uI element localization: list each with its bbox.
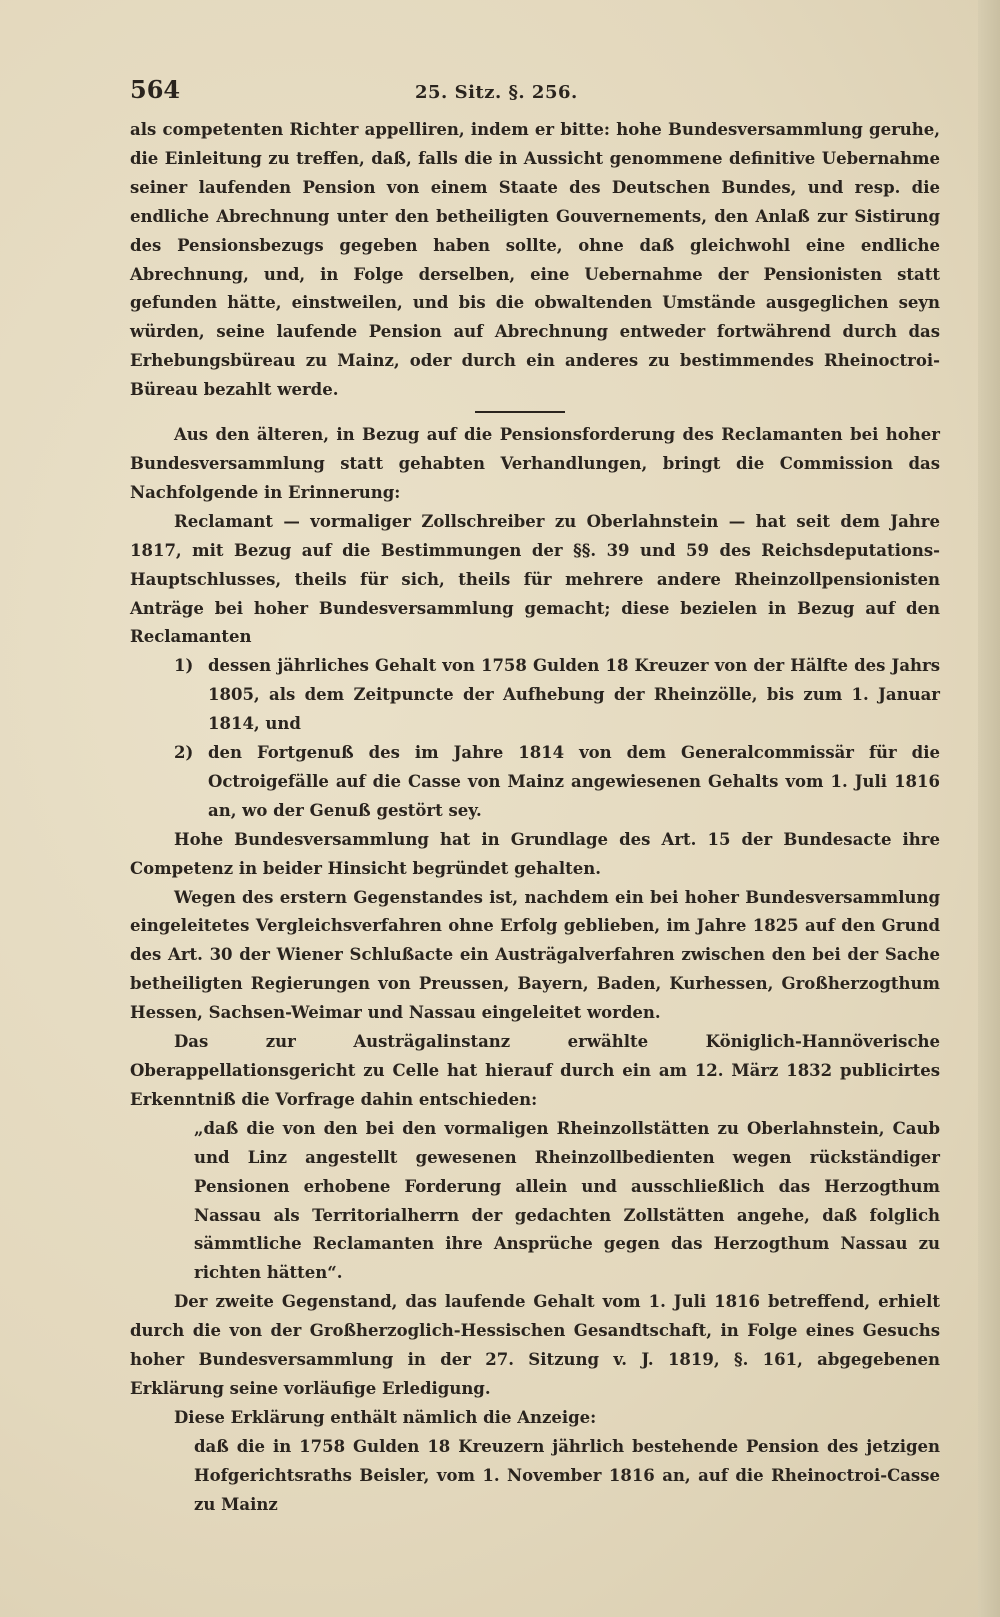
page-header <box>130 76 940 112</box>
section-divider <box>475 411 565 413</box>
page-edge <box>978 0 1000 1617</box>
paragraph-8: Diese Erklärung enthält nämlich die Anzeige: <box>174 1407 597 1427</box>
list-item-number: 2) <box>174 743 194 763</box>
list-item-text: dessen jährliches Gehalt von 1758 Gulden 18 Kreuzer von der Hälfte des Jahrs 1805, als dem Zeitpuncte der Aufhebung der Rheinzölle, bis zum 1. Januar 1814, und <box>208 656 940 734</box>
paragraph-5: Wegen des erstern Gegenstandes ist, nachdem ein bei hoher Bundesversammlung eingeleitetes Vergleichsverfahren ohne Erfolg geblieben, im Jahre 1825 auf den Grund des Art. 30 der Wiener Schlußacte ein Austrägalverfahren zwischen den bei der Sache betheiligten Regierungen von Preussen, Bayern, Baden, Kurhessen, Großherzogthum Hessen, Sachsen-Weimar und Nassau eingeleitet worden. <box>130 887 940 1023</box>
paragraph-4: Hohe Bundesversammlung hat in Grundlage des Art. 15 der Bundesacte ihre Competenz in beider Hinsicht begründet gehalten. <box>130 829 940 878</box>
page-number: 564 <box>130 75 181 104</box>
page-text <box>130 76 940 1520</box>
list-item-1 <box>174 652 940 739</box>
paragraph-9: daß die in 1758 Gulden 18 Kreuzern jährlich bestehende Pension des jetzigen Hofgerichtsraths Beisler, vom 1. November 1816 an, auf die Rheinoctroi-Casse zu Mainz <box>194 1436 940 1514</box>
paragraph-2: Aus den älteren, in Bezug auf die Pensionsforderung des Reclamanten bei hoher Bundesversammlung statt gehabten Verhandlungen, bringt die Commission das Nachfolgende in Erinnerung: <box>130 425 940 502</box>
quoted-judgment: „daß die von den bei den vormaligen Rheinzollstätten zu Oberlahnstein, Caub und Linz angestellt gewesenen Rheinzollbedienten wegen rückständiger Pensionen erhobene Forderung allein und ausschließlich das Herzogthum Nassau als Territorialherrn der gedachten Zollstätten angehe, daß folglich sämmtliche Reclamanten ihre Ansprüche gegen das Herzogthum Nassau zu richten hätten“. <box>194 1118 940 1283</box>
paragraph-3: Reclamant — vormaliger Zollschreiber zu Oberlahnstein — hat seit dem Jahre 1817, mit Bezug auf die Bestimmungen der §§. 39 und 59 des Reichsdeputations-Hauptschlusses, theils für sich, theils für mehrere andere Rheinzollpensionisten Anträge bei hoher Bundesversammlung gemacht; diese bezielen in Bezug auf den Reclamanten <box>130 511 940 647</box>
list-item-2 <box>174 739 940 826</box>
paragraph-1: als competenten Richter appelliren, indem er bitte: hohe Bundesversammlung geruhe, die Einleitung zu treffen, daß, falls die in Aussicht genommene definitive Uebernahme seiner laufenden Pension von einem Staate des Deutschen Bundes, und resp. die endliche Abrechnung unter den betheiligten Gouvernements, den Anlaß zur Sistirung des Pensionsbezugs gegeben haben sollte, ohne daß gleichwohl eine endliche Abrechnung, und, in Folge derselben, eine Uebernahme der Pensionisten statt gefunden hätte, einstweilen, und bis die obwaltenden Umstände ausgeglichen seyn würden, seine laufende Pension auf Abrechnung entweder fortwährend durch das Erhebungsbüreau zu Mainz, oder durch ein anderes zu bestimmendes Rheinoctroi-Büreau bezahlt werde. <box>130 120 940 400</box>
list-item-text: den Fortgenuß des im Jahre 1814 von dem Generalcommissär für die Octroigefälle auf die Casse von Mainz angewiesenen Gehalts vom 1. Juli 1816 an, wo der Genuß gestört sey. <box>208 743 940 820</box>
list-item-number: 1) <box>174 656 194 676</box>
paragraph-7: Der zweite Gegenstand, das laufende Gehalt vom 1. Juli 1816 betreffend, erhielt durch die von der Großherzoglich-Hessischen Gesandtschaft, in Folge eines Gesuchs hoher Bundesversammlung in der 27. Sitzung v. J. 1819, §. 161, abgegebenen Erklärung seine vorläufige Erledigung. <box>130 1292 940 1398</box>
running-head: 25. Sitz. §. 256. <box>415 82 578 103</box>
paragraph-6: Das zur Austrägalinstanz erwählte Königlich-Hannöverische Oberappellationsgericht zu Celle hat hierauf durch ein am 12. März 1832 publicirtes Erkenntniß die Vorfrage dahin entschieden: <box>130 1032 940 1109</box>
